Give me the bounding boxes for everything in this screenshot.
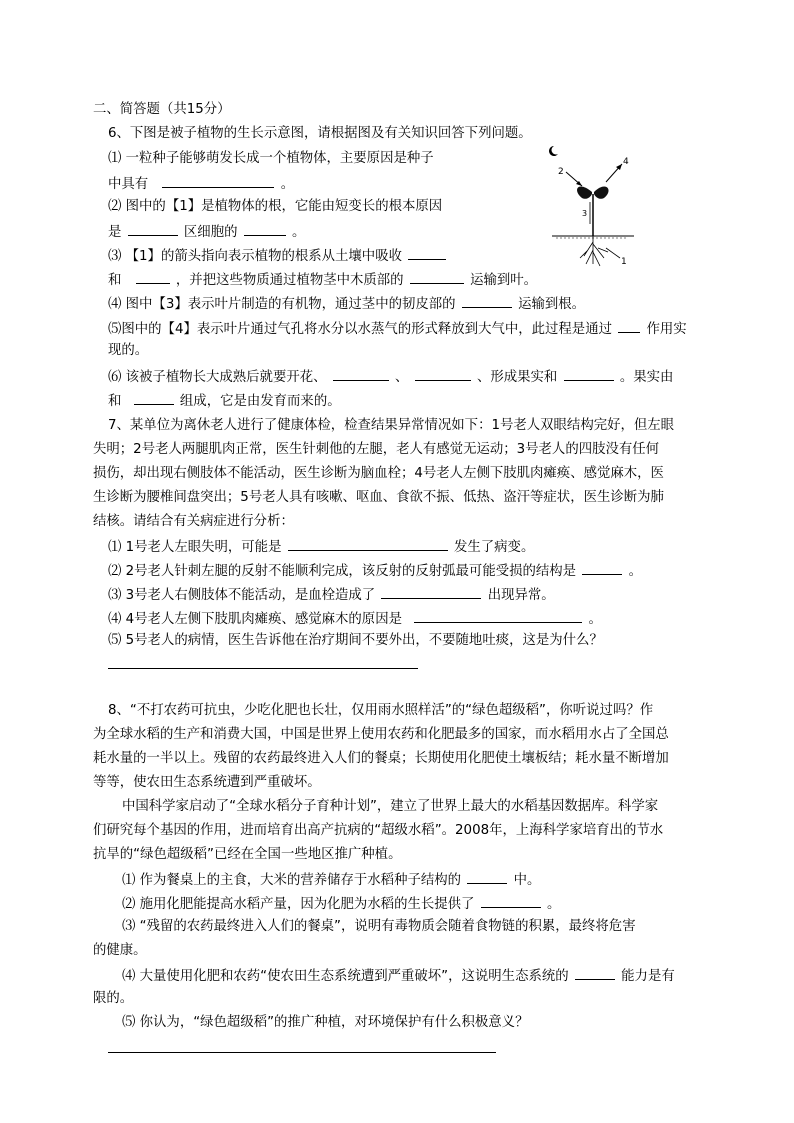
- q7-p1-text: ⑴ 1号老人左眼失明，可能是: [108, 540, 282, 555]
- q6-p6-answer-blank-3[interactable]: [564, 366, 614, 381]
- q8-stem-line5: 中国科学家启动了“全球水稻分子育种计划”，建立了世界上最大的水稻基因数据库。科学家: [122, 799, 659, 814]
- section-heading: 二、简答题（共15分）: [93, 102, 231, 117]
- roots: [580, 236, 608, 266]
- q8-stem-line7: 抗旱的“绿色超级稻”已经在全国一些地区推广种植。: [93, 847, 402, 862]
- q7-p4-suffix: 。: [588, 612, 602, 627]
- q6-p6-suffix: 。果实由: [619, 370, 674, 385]
- q6-p2-suffix: 。: [292, 225, 306, 240]
- q7-p2-answer-blank[interactable]: [582, 560, 622, 575]
- q6-p5-text: ⑸图中的【4】表示叶片通过气孔将水分以水蒸气的形式释放到大气中，此过程是通过: [108, 322, 612, 337]
- q7-stem-line2: 失明；2号老人两腿肌肉正常，医生针刺他的左腿，老人有感觉无运动；3号老人的四肢没有任何: [93, 442, 660, 457]
- q7-stem-line1: 7、某单位为离休老人进行了健康体检，检查结果异常情况如下：1号老人双眼结构完好，但左眼: [108, 418, 675, 433]
- q7-p3-line: [108, 584, 555, 606]
- q6-p1-line1: ⑴ 一粒种子能够萌发长成一个植物体，主要原因是种子: [108, 151, 434, 166]
- q8-p5-line: ⑸ 你认为，“绿色超级稻”的推广种植，对环境保护有什么积极意义？: [122, 1015, 529, 1030]
- q8-p1-text: ⑴ 作为餐桌上的主食，大米的营养储存于水稻种子结构的: [122, 873, 462, 888]
- left-leaf: [577, 186, 592, 198]
- q6-p2-prefix: 是: [108, 225, 122, 240]
- q6-p6-and: 和: [108, 394, 122, 409]
- q8-p2-line: [122, 893, 560, 915]
- q6-p3-middle: ，并把这些物质通过植物茎中木质部的: [175, 273, 404, 288]
- q8-stem-line3: 耗水量的一半以上。残留的农药最终进入人们的餐桌；长期使用化肥使土壤板结；耗水量不断增加: [93, 751, 669, 766]
- q6-p5-line2: 现的。: [108, 343, 149, 358]
- q7-p2-text: ⑵ 2号老人针刺左腿的反射不能顺利完成，该反射的反射弧最可能受损的结构是: [108, 564, 577, 579]
- q6-p5-suffix: 作用实: [646, 322, 687, 337]
- q6-p6-answer-blank-1[interactable]: [333, 366, 389, 381]
- q7-p1-line: [108, 536, 534, 558]
- q6-p1-answer-blank[interactable]: [162, 173, 274, 188]
- q6-title: 6、下图是被子植物的生长示意图，请根据图及有关知识回答下列问题。: [108, 126, 532, 141]
- q6-p3-answer-blank-1[interactable]: [408, 245, 446, 260]
- q6-p4-line: [108, 293, 585, 315]
- q7-p4-answer-blank[interactable]: [414, 608, 582, 623]
- q8-p3-line1: ⑶ “残留的农药最终进入人们的餐桌”，说明有毒物质会随着食物链的积累，最终将危害: [122, 919, 636, 934]
- q8-stem-line6: 们研究每个基因的作用，进而培育出高产抗病的“超级水稻”。2008年，上海科学家培育出的节水: [93, 823, 664, 838]
- q6-p5-line1: [108, 318, 687, 340]
- q6-p6-suffix-2: 组成，它是由发育而来的。: [179, 394, 341, 409]
- q6-p4-answer-blank[interactable]: [462, 293, 512, 308]
- q7-p2-suffix: 。: [628, 564, 642, 579]
- q8-p4-answer-blank[interactable]: [575, 965, 615, 980]
- q6-p4-suffix: 运输到根。: [518, 297, 586, 312]
- q6-p6-text: ⑹ 该被子植物长大成熟后就要开花、: [108, 370, 327, 385]
- q6-p6-answer-blank-4[interactable]: [134, 390, 174, 405]
- q7-p1-suffix: 发生了病变。: [454, 540, 535, 555]
- q6-p2-answer-blank-2[interactable]: [244, 221, 286, 236]
- q6-p3-line1: [108, 245, 448, 267]
- figure-label-2: 2: [558, 167, 564, 177]
- plant-diagram: [548, 140, 638, 270]
- q8-p3-line2: 的健康。: [93, 943, 147, 958]
- q7-stem-line4: 生诊断为腰椎间盘突出；5号老人具有咳嗽、呕血、食欲不振、低热、盗汗等症状，医生诊断为肺: [93, 490, 664, 505]
- q7-stem-line5: 结核。请结合有关病症进行分析：: [93, 514, 294, 529]
- q8-p1-line: [122, 869, 540, 891]
- q6-p5-answer-blank[interactable]: [618, 318, 640, 333]
- q8-p4-line1: [122, 965, 675, 987]
- q6-p6-sep: 、: [395, 370, 409, 385]
- q6-p3-answer-blank-2[interactable]: [136, 269, 170, 284]
- q8-p4-text: ⑷ 大量使用化肥和农药“使农田生态系统遭到严重破坏”，这说明生态系统的: [122, 969, 569, 984]
- q7-p3-suffix: 出现异常。: [487, 588, 555, 603]
- right-leaf: [594, 186, 609, 198]
- q7-p4-text: ⑷ 4号老人左侧下肢肌肉瘫痪、感觉麻木的原因是: [108, 612, 402, 627]
- q6-p2-line2: [108, 221, 305, 243]
- q6-p6-answer-blank-2[interactable]: [415, 366, 471, 381]
- q8-p1-answer-blank[interactable]: [467, 869, 507, 884]
- q8-stem-line2: 为全球水稻的生产和消费大国，中国是世界上使用农药和化肥最多的国家，而水稻用水占了全国总: [93, 727, 669, 742]
- q8-stem-line4: 等等，使农田生态系统遭到严重破坏。: [93, 775, 321, 790]
- q6-p1-suffix: 。: [280, 177, 295, 192]
- q7-p5-answer-line[interactable]: [108, 668, 418, 669]
- q6-p1-prefix: 中具有: [108, 177, 149, 192]
- figure-label-3: 3: [582, 209, 588, 218]
- q6-p4-text: ⑷ 图中【3】表示叶片制造的有机物，通过茎中的韧皮部的: [108, 297, 456, 312]
- q8-p2-answer-blank[interactable]: [481, 893, 541, 908]
- q6-p6-middle: 、形成果实和: [476, 370, 558, 385]
- sun-icon: [549, 146, 558, 156]
- q8-p4-line2: 限的。: [93, 991, 134, 1006]
- q7-p5-line: ⑸ 5号老人的病情，医生告诉他在治疗期间不要外出，不要随地吐痰，这是为什么？: [108, 633, 603, 648]
- q8-p2-suffix: 。: [546, 897, 561, 912]
- q7-p2-line: [108, 560, 642, 582]
- plant-growth-figure: [548, 140, 638, 270]
- q8-p4-suffix: 能力是有: [621, 969, 675, 984]
- figure-label-4: 4: [623, 157, 629, 167]
- q6-p3-and: 和: [108, 273, 122, 288]
- q6-p2-middle: 区细胞的: [183, 225, 238, 240]
- q6-p6-line1: [108, 366, 673, 388]
- q7-p4-line: [108, 608, 602, 630]
- q6-p6-line2: [108, 390, 341, 412]
- q7-p1-answer-blank[interactable]: [288, 536, 448, 551]
- q6-p2-line1: ⑵ 图中的【1】是植物体的根，它能由短变长的根本原因: [108, 199, 443, 214]
- figure-label-1: 1: [621, 257, 627, 267]
- q8-p5-answer-line[interactable]: [108, 1052, 496, 1053]
- q6-p1-line2: [108, 173, 294, 195]
- q7-stem-line3: 损伤，却出现右侧肢体不能活动，医生诊断为脑血栓；4号老人左侧下肢肌肉瘫痪、感觉麻木，医: [93, 466, 664, 481]
- q6-p3-line2: [108, 269, 537, 291]
- q6-p3-text: ⑶ 【1】的箭头指向表示植物的根系从土壤中吸收: [108, 249, 402, 264]
- arrow-1: [606, 248, 620, 258]
- q6-p3-answer-blank-3[interactable]: [410, 269, 464, 284]
- q6-p3-suffix: 运输到叶。: [470, 273, 538, 288]
- q8-p1-suffix: 中。: [513, 873, 541, 888]
- q7-p3-text: ⑶ 3号老人右侧肢体不能活动，是血栓造成了: [108, 588, 376, 603]
- q6-p2-answer-blank-1[interactable]: [128, 221, 178, 236]
- q8-stem-line1: 8、“不打农药可抗虫，少吃化肥也长壮，仅用雨水照样活”的“绿色超级稻”，你听说过吗？作: [108, 703, 654, 718]
- q7-p3-answer-blank[interactable]: [381, 584, 481, 599]
- q8-p2-text: ⑵ 施用化肥能提高水稻产量，因为化肥为水稻的生长提供了: [122, 897, 475, 912]
